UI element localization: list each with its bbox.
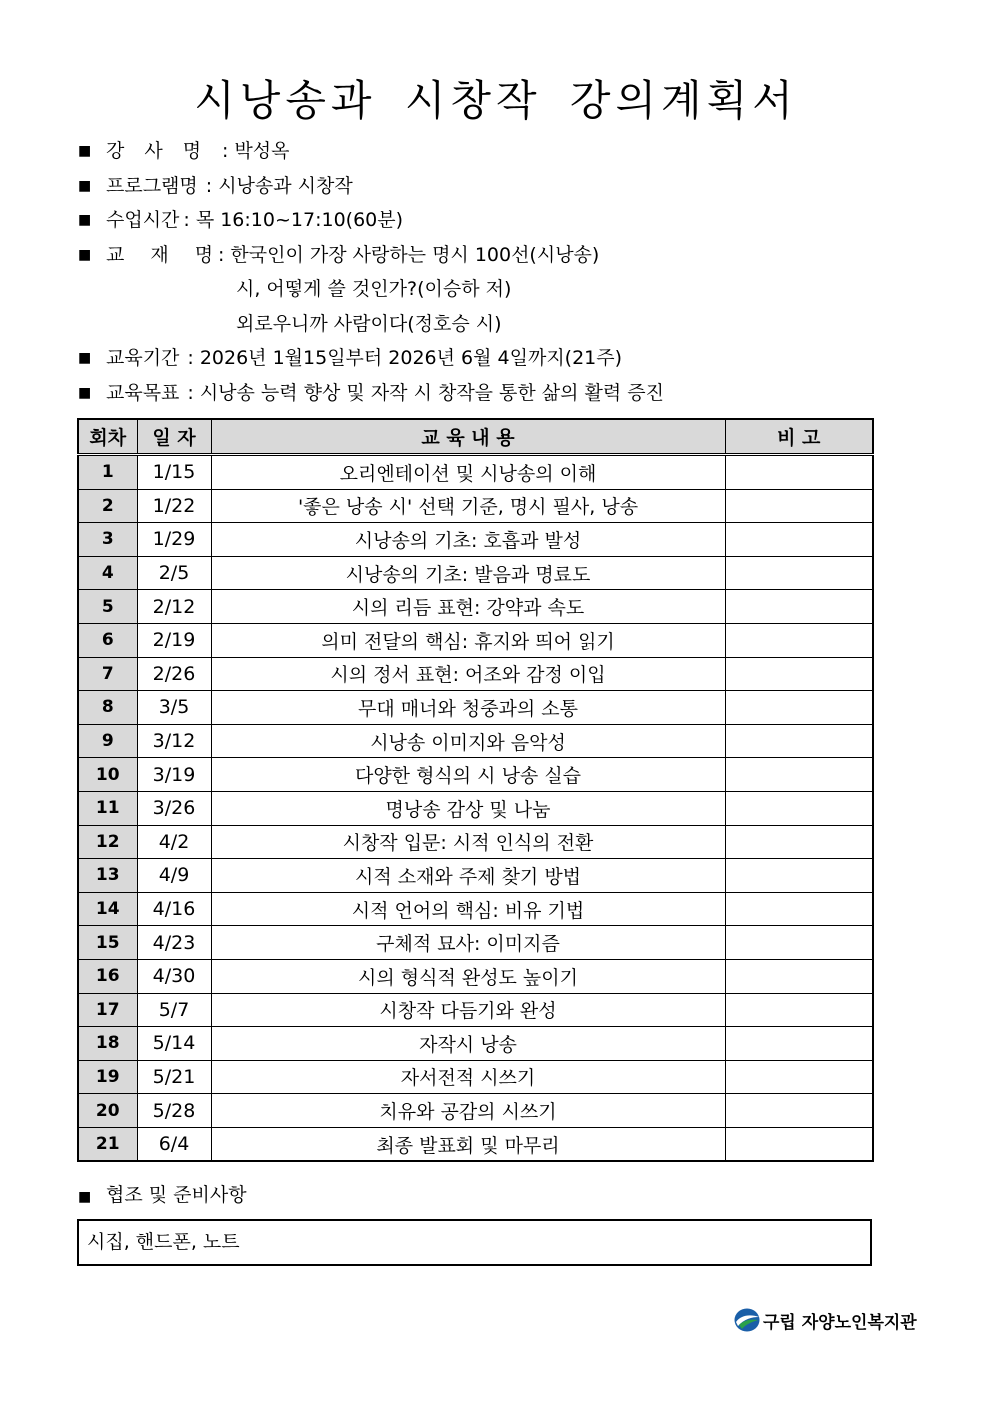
note-cell [725, 556, 873, 590]
note-cell [725, 1127, 873, 1161]
note-cell [725, 455, 873, 490]
header-session: 회차 [78, 419, 137, 455]
date-cell: 3/26 [137, 791, 211, 825]
class-time-label: 수업시간 [106, 209, 180, 231]
prep-title: 협조 및 준비사항 [106, 1184, 247, 1206]
note-cell [725, 523, 873, 557]
content-cell: 시창작 입문: 시적 인식의 전환 [211, 825, 725, 859]
session-number-cell: 21 [78, 1127, 137, 1161]
date-cell: 1/15 [137, 455, 211, 490]
session-number-cell: 5 [78, 590, 137, 624]
session-number-cell: 6 [78, 623, 137, 657]
session-number-cell: 16 [78, 959, 137, 993]
session-number-cell: 4 [78, 556, 137, 590]
date-cell: 2/5 [137, 556, 211, 590]
note-cell [725, 1060, 873, 1094]
bullet-icon: ■ [78, 143, 92, 159]
date-cell: 3/5 [137, 691, 211, 725]
info-textbook [78, 238, 938, 273]
bullet-icon: ■ [78, 350, 92, 366]
content-cell: 구체적 묘사: 이미지즘 [211, 926, 725, 960]
note-cell [725, 859, 873, 893]
date-cell: 4/23 [137, 926, 211, 960]
note-cell [725, 825, 873, 859]
instructor-value: 박성옥 [234, 140, 290, 162]
table-row [78, 959, 873, 993]
textbook-value-2: 시, 어떻게 쓸 것인가?(이승하 저) [236, 278, 512, 300]
table-row [78, 523, 873, 557]
content-cell: 시의 리듬 표현: 강약과 속도 [211, 590, 725, 624]
date-cell: 4/30 [137, 959, 211, 993]
date-cell: 1/29 [137, 523, 211, 557]
program-label: 프로그램명 [106, 174, 198, 197]
date-cell: 6/4 [137, 1127, 211, 1161]
date-cell: 5/7 [137, 993, 211, 1027]
session-number-cell: 1 [78, 455, 137, 490]
date-cell: 4/2 [137, 825, 211, 859]
note-cell [725, 623, 873, 657]
welfare-center-logo-icon [733, 1307, 761, 1333]
content-cell: 시적 소재와 주제 찾기 방법 [211, 859, 725, 893]
table-row [78, 1094, 873, 1128]
instructor-label: 강 사 명 [106, 140, 202, 162]
info-goal [78, 376, 938, 411]
table-row [78, 691, 873, 725]
class-time-sep: : [183, 209, 190, 231]
table-row [78, 1060, 873, 1094]
content-cell: 오리엔테이션 및 시낭송의 이해 [211, 455, 725, 490]
table-body [78, 455, 873, 1162]
bullet-icon: ■ [78, 177, 92, 194]
goal-value: 시낭송 능력 향상 및 자작 시 창작을 통한 삶의 활력 증진 [199, 381, 665, 404]
textbook-label: 교 재 명 [106, 243, 214, 266]
textbook-value-1: 한국인이 가장 사랑하는 명시 100선(시낭송) [230, 243, 600, 266]
program-sep: : [205, 174, 213, 197]
bullet-icon: ■ [78, 1189, 92, 1205]
note-cell [725, 758, 873, 792]
date-cell: 3/12 [137, 724, 211, 758]
prep-box [77, 1219, 872, 1266]
table-row [78, 556, 873, 590]
table-row [78, 758, 873, 792]
content-cell: 무대 매너와 청중과의 소통 [211, 691, 725, 725]
content-cell: 시의 정서 표현: 어조와 감정 이입 [211, 657, 725, 691]
program-value: 시낭송과 시창작 [218, 174, 353, 197]
content-cell: 시낭송의 기초: 발음과 명료도 [211, 556, 725, 590]
table-row [78, 926, 873, 960]
content-cell: 자서전적 시쓰기 [211, 1060, 725, 1094]
prep-content: 시집, 핸드폰, 노트 [87, 1231, 240, 1253]
session-number-cell: 9 [78, 724, 137, 758]
footer-logo [733, 1306, 917, 1334]
content-cell: '좋은 낭송 시' 선택 기준, 명시 필사, 낭송 [211, 489, 725, 523]
content-cell: 치유와 공감의 시쓰기 [211, 1094, 725, 1128]
instructor-sep: : [222, 140, 229, 162]
session-number-cell: 17 [78, 993, 137, 1027]
period-sep: : [187, 347, 194, 369]
period-label: 교육기간 [106, 347, 180, 369]
info-period [78, 341, 938, 376]
content-cell: 시낭송의 기초: 호흡과 발성 [211, 523, 725, 557]
note-cell [725, 657, 873, 691]
table-row [78, 623, 873, 657]
session-number-cell: 15 [78, 926, 137, 960]
date-cell: 3/19 [137, 758, 211, 792]
date-cell: 5/21 [137, 1060, 211, 1094]
info-textbook-cont [78, 272, 938, 307]
header-content: 교 육 내 용 [211, 419, 725, 455]
curriculum-table [77, 418, 874, 1162]
table-row [78, 724, 873, 758]
class-time-value: 목 16:10~17:10(60분) [195, 209, 404, 231]
content-cell: 최종 발표회 및 마무리 [211, 1127, 725, 1161]
date-cell: 2/12 [137, 590, 211, 624]
date-cell: 5/28 [137, 1094, 211, 1128]
table-row [78, 791, 873, 825]
date-cell: 2/26 [137, 657, 211, 691]
date-cell: 2/19 [137, 623, 211, 657]
table-row [78, 825, 873, 859]
goal-sep: : [187, 381, 194, 404]
session-number-cell: 2 [78, 489, 137, 523]
info-instructor [78, 134, 938, 169]
note-cell [725, 993, 873, 1027]
note-cell [725, 590, 873, 624]
info-program [78, 169, 938, 204]
document-title: 시낭송과 시창작 강의계획서 [194, 76, 798, 125]
date-cell: 4/9 [137, 859, 211, 893]
note-cell [725, 892, 873, 926]
textbook-sep: : [218, 243, 225, 266]
table-row [78, 455, 873, 490]
session-number-cell: 18 [78, 1027, 137, 1061]
prep-heading [78, 1178, 247, 1212]
textbook-value-3: 외로우니까 사람이다(정호승 시) [236, 312, 502, 335]
content-cell: 시창작 다듬기와 완성 [211, 993, 725, 1027]
note-cell [725, 1027, 873, 1061]
session-number-cell: 11 [78, 791, 137, 825]
note-cell [725, 691, 873, 725]
content-cell: 시낭송 이미지와 음악성 [211, 724, 725, 758]
content-cell: 명낭송 감상 및 나눔 [211, 791, 725, 825]
content-cell: 의미 전달의 핵심: 휴지와 띄어 읽기 [211, 623, 725, 657]
session-number-cell: 10 [78, 758, 137, 792]
session-number-cell: 14 [78, 892, 137, 926]
info-section [78, 134, 938, 410]
session-number-cell: 13 [78, 859, 137, 893]
session-number-cell: 19 [78, 1060, 137, 1094]
note-cell [725, 1094, 873, 1128]
content-cell: 시의 형식적 완성도 높이기 [211, 959, 725, 993]
session-number-cell: 3 [78, 523, 137, 557]
content-cell: 자작시 낭송 [211, 1027, 725, 1061]
date-cell: 4/16 [137, 892, 211, 926]
table-row [78, 657, 873, 691]
table-row [78, 590, 873, 624]
date-cell: 1/22 [137, 489, 211, 523]
table-header-row [78, 419, 873, 455]
info-textbook-cont [78, 307, 938, 342]
content-cell: 다양한 형식의 시 낭송 실습 [211, 758, 725, 792]
period-value: 2026년 1월15일부터 2026년 6월 4일까지(21주) [199, 347, 623, 369]
header-note: 비 고 [725, 419, 873, 455]
table-row [78, 859, 873, 893]
note-cell [725, 926, 873, 960]
note-cell [725, 489, 873, 523]
bullet-icon: ■ [78, 246, 92, 263]
date-cell: 5/14 [137, 1027, 211, 1061]
goal-label: 교육목표 [106, 381, 180, 404]
table-row [78, 1027, 873, 1061]
note-cell [725, 724, 873, 758]
bullet-icon: ■ [78, 212, 92, 228]
table-row [78, 892, 873, 926]
table-row [78, 1127, 873, 1161]
note-cell [725, 791, 873, 825]
header-date: 일 자 [137, 419, 211, 455]
table-row [78, 993, 873, 1027]
session-number-cell: 20 [78, 1094, 137, 1128]
table-row [78, 489, 873, 523]
note-cell [725, 959, 873, 993]
session-number-cell: 8 [78, 691, 137, 725]
logo-text: 구립 자양노인복지관 [763, 1312, 917, 1333]
session-number-cell: 12 [78, 825, 137, 859]
bullet-icon: ■ [78, 384, 92, 401]
content-cell: 시적 언어의 핵심: 비유 기법 [211, 892, 725, 926]
info-class-time [78, 203, 938, 238]
session-number-cell: 7 [78, 657, 137, 691]
